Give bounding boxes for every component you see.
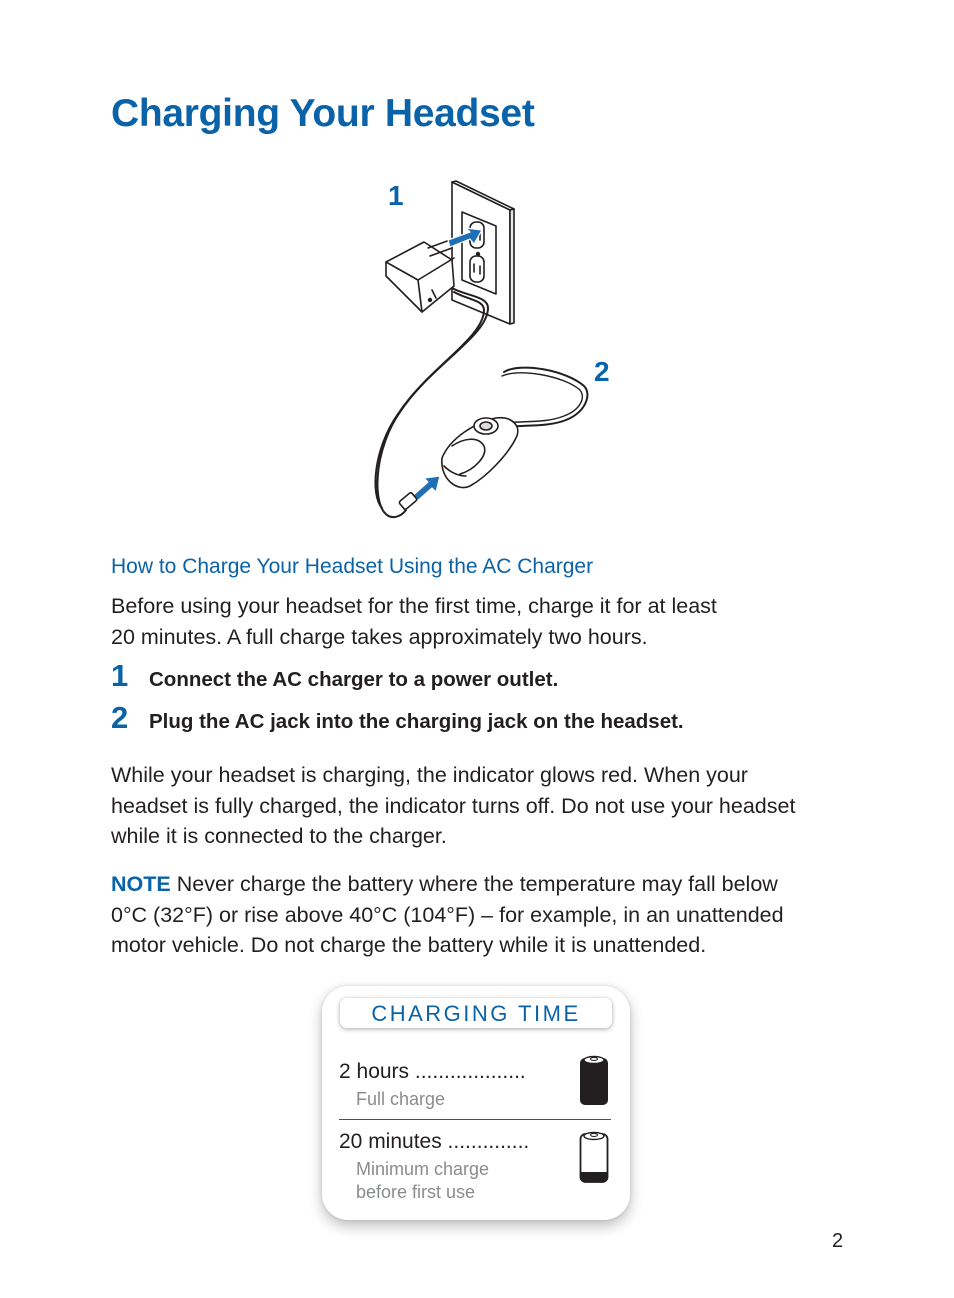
ac-charger-icon bbox=[386, 240, 454, 312]
headset-icon bbox=[442, 368, 588, 488]
note-line: 0°C (32°F) or rise above 40°C (104°F) – for example, in an unattended bbox=[111, 902, 784, 927]
charging-time-row bbox=[339, 1060, 614, 1116]
intro-line: 20 minutes. A full charge takes approximately two hours. bbox=[111, 624, 648, 649]
note-line: motor vehicle. Do not charge the battery while it is unattended. bbox=[111, 933, 707, 957]
section-heading: How to Charge Your Headset Using the AC Charger bbox=[111, 555, 594, 578]
intro-paragraph bbox=[111, 591, 717, 652]
row-divider bbox=[339, 1119, 611, 1120]
intro-line: Before using your headset for the first time, charge it for at least bbox=[111, 594, 717, 618]
wall-outlet-icon bbox=[452, 181, 514, 324]
battery-partial-icon bbox=[579, 1130, 609, 1184]
charging-time-description bbox=[356, 1158, 489, 1204]
page-title: Charging Your Headset bbox=[111, 92, 535, 135]
step-number: 1 bbox=[111, 658, 129, 693]
charging-time-description bbox=[356, 1088, 445, 1111]
charging-time-title: CHARGING TIME bbox=[340, 998, 612, 1028]
info-line: While your headset is charging, the indicator glows red. When your bbox=[111, 763, 748, 787]
info-line: headset is fully charged, the indicator turns off. Do not use your headset bbox=[111, 793, 796, 818]
battery-full-icon bbox=[579, 1054, 609, 1106]
charging-time-row bbox=[339, 1130, 614, 1210]
description-line: Minimum charge bbox=[356, 1159, 490, 1179]
callout-number-2: 2 bbox=[594, 356, 610, 387]
step-text: Plug the AC jack into the charging jack on the headset. bbox=[149, 710, 684, 733]
charging-time-duration: 2 hours ................... bbox=[339, 1060, 526, 1083]
page-number: 2 bbox=[832, 1230, 844, 1252]
charging-time-duration: 20 minutes .............. bbox=[339, 1130, 530, 1153]
note-paragraph bbox=[111, 869, 784, 961]
charging-info-paragraph bbox=[111, 760, 795, 852]
callout-number-1: 1 bbox=[388, 180, 404, 211]
note-first-line bbox=[111, 869, 784, 900]
info-line: while it is connected to the charger. bbox=[111, 824, 447, 848]
note-text: Never charge the battery where the temperature may fall below bbox=[170, 872, 778, 896]
step-text: Connect the AC charger to a power outlet. bbox=[149, 668, 559, 691]
description-line: before first use bbox=[356, 1182, 476, 1202]
note-label: NOTE bbox=[111, 872, 171, 896]
description-line: Full charge bbox=[356, 1089, 446, 1109]
charger-outlet-headset-illustration bbox=[370, 176, 630, 526]
step-number: 2 bbox=[111, 700, 129, 735]
charging-time-card bbox=[322, 986, 630, 1220]
